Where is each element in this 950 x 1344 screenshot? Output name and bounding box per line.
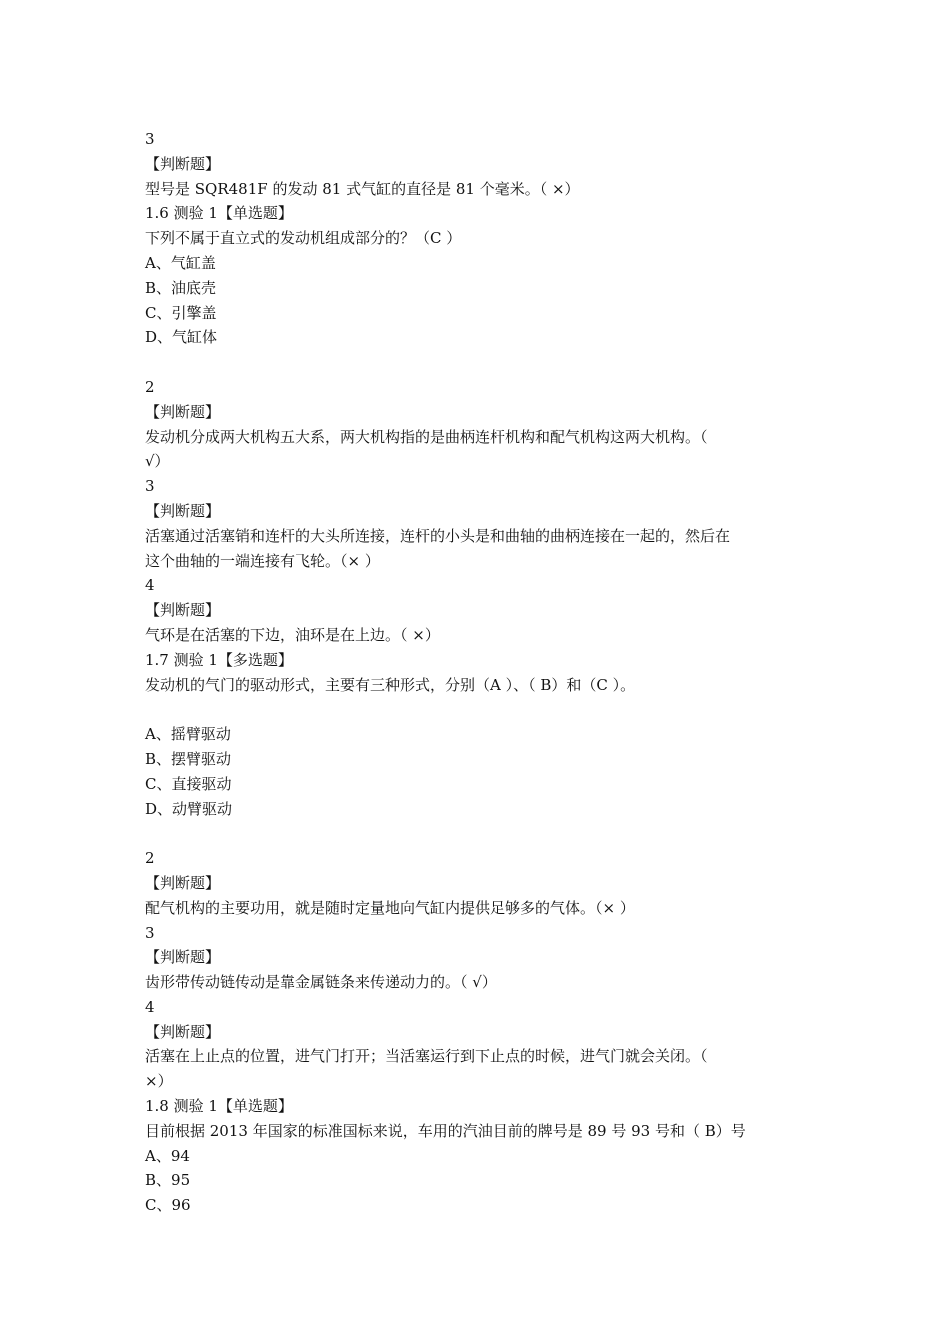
question-type-label: 【判断题】: [145, 873, 221, 892]
question-text: 发动机的气门的驱动形式，主要有三种形式，分别（A ）、（ B）和（C ）。: [145, 675, 636, 694]
question-text: 目前根据 2013 年国家的标准国标来说，车用的汽油目前的牌号是 89 号 93 号和（ B）号: [145, 1121, 746, 1140]
answer-option: B、95: [145, 1171, 191, 1190]
answer-option: D、气缸体: [145, 328, 218, 347]
blank-line: [145, 350, 815, 375]
answer-option: A、摇臂驱动: [145, 725, 231, 744]
question-text-continued: 这个曲轴的一端连接有飞轮。（× ）: [145, 551, 380, 570]
answer-option: C、引擎盖: [145, 303, 217, 322]
question-text-continued: √）: [145, 452, 170, 471]
answer-option: D、动臂驱动: [145, 799, 233, 818]
section-heading: 1.6 测验 1【单选题】: [145, 204, 293, 223]
question-type-label: 【判断题】: [145, 402, 221, 421]
question-text: 配气机构的主要功用，就是随时定量地向气缸内提供足够多的气体。（× ）: [145, 898, 635, 917]
blank-line: [145, 821, 815, 846]
question-type-label: 【判断题】: [145, 948, 221, 967]
question-text: 气环是在活塞的下边，油环是在上边。（ ×）: [145, 625, 440, 644]
question-text: 下列不属于直立式的发动机组成部分的？（C ）: [145, 229, 462, 248]
question-number: 2: [145, 377, 155, 396]
answer-option: A、94: [145, 1146, 190, 1165]
answer-option: C、96: [145, 1196, 191, 1215]
question-number: 3: [145, 923, 155, 942]
blank-line: [145, 697, 815, 722]
section-heading: 1.7 测验 1【多选题】: [145, 650, 293, 669]
question-text: 活塞通过活塞销和连杆的大头所连接，连杆的小头是和曲轴的曲柄连接在一起的，然后在: [145, 526, 731, 545]
answer-option: B、摆臂驱动: [145, 749, 232, 768]
question-text-continued: ×）: [145, 1072, 173, 1091]
question-type-label: 【判断题】: [145, 601, 221, 620]
question-number: 2: [145, 849, 155, 868]
answer-option: B、油底壳: [145, 278, 217, 297]
question-type-label: 【判断题】: [145, 501, 221, 520]
question-text: 型号是 SQR481F 的发动 81 式气缸的直径是 81 个毫米。（ ×）: [145, 179, 580, 198]
question-number: 4: [145, 997, 155, 1016]
section-heading: 1.8 测验 1【单选题】: [145, 1097, 293, 1116]
answer-option: C、直接驱动: [145, 774, 232, 793]
question-text: 发动机分成两大机构五大系，两大机构指的是曲柄连杆机构和配气机构这两大机构。（: [145, 427, 708, 446]
question-number: 3: [145, 130, 155, 148]
document-body: [145, 127, 815, 1218]
question-text: 活塞在上止点的位置，进气门打开；当活塞运行到下止点的时候，进气门就会关闭。（: [145, 1047, 708, 1066]
question-text: 齿形带传动链传动是靠金属链条来传递动力的。（ √）: [145, 973, 497, 992]
question-number: 4: [145, 576, 155, 595]
answer-option: A、气缸盖: [145, 253, 216, 272]
question-type-label: 【判断题】: [145, 154, 221, 173]
question-number: 3: [145, 477, 155, 496]
question-type-label: 【判断题】: [145, 1022, 221, 1041]
